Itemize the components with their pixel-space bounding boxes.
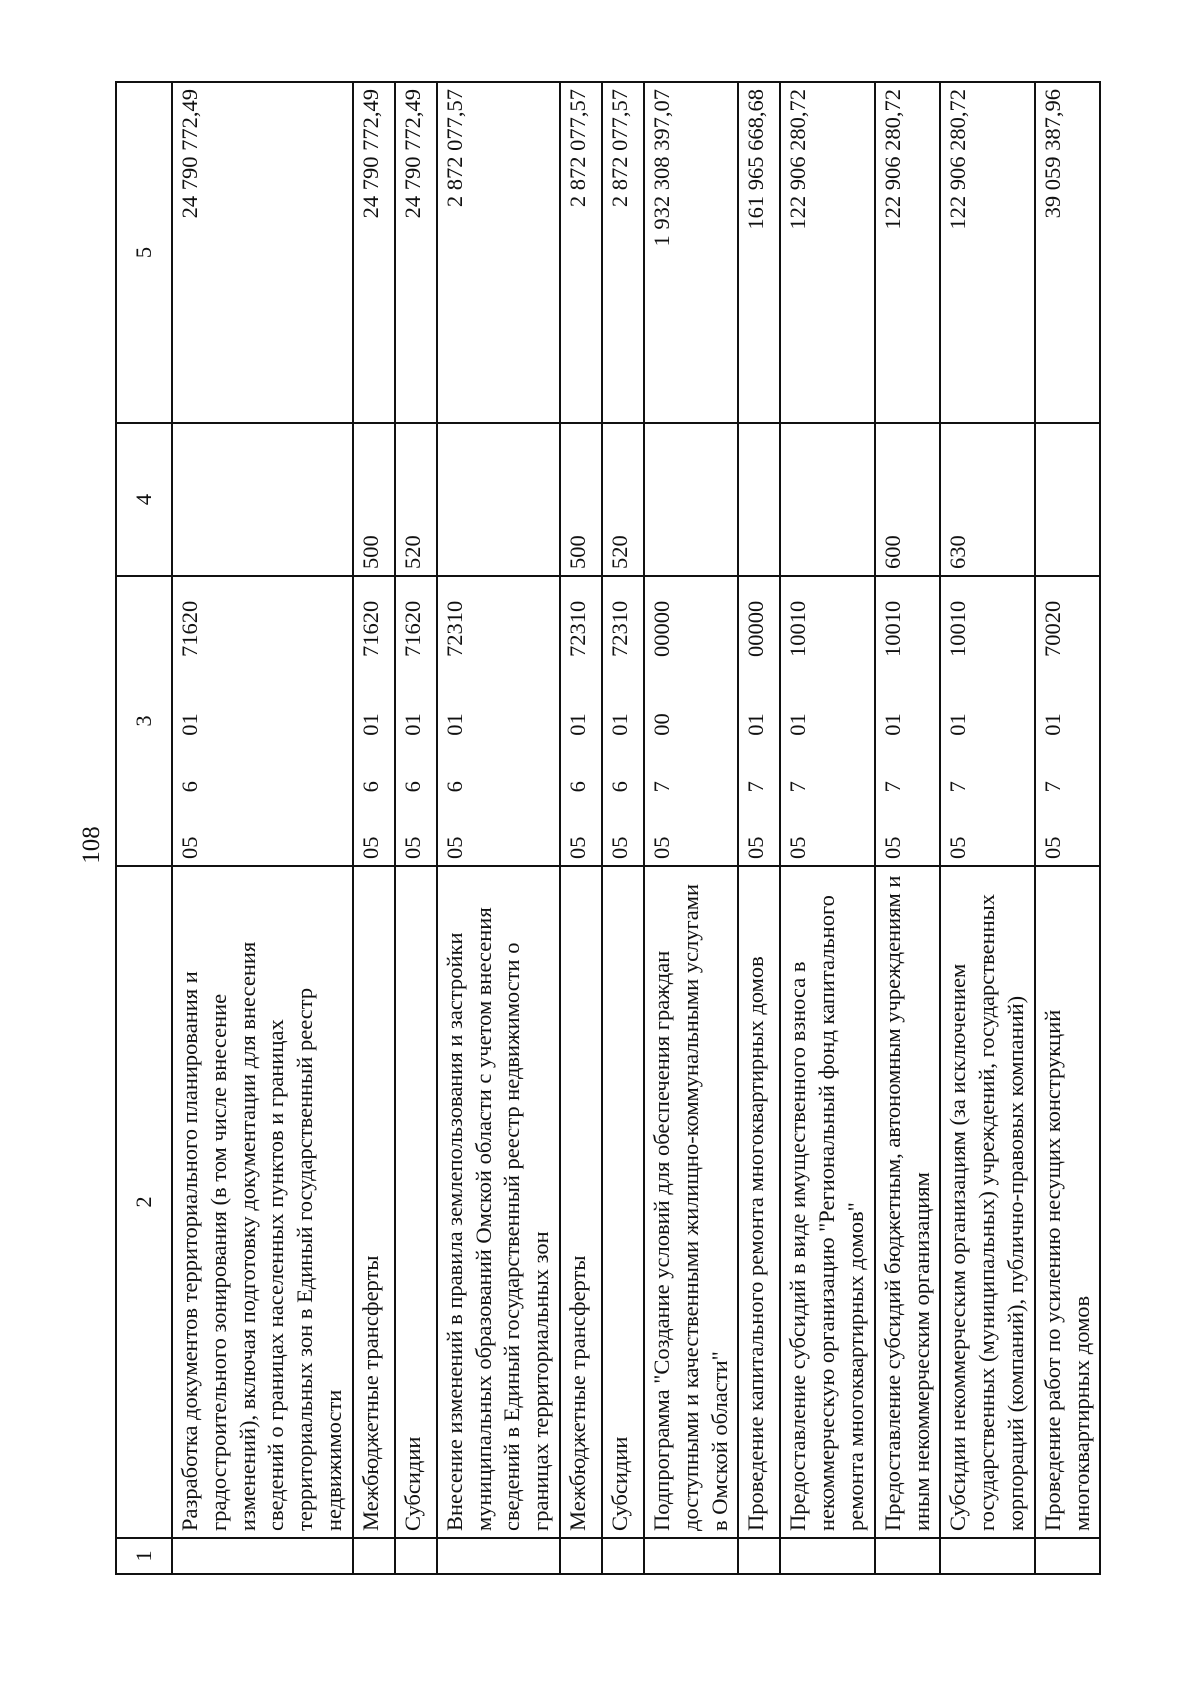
column-header: 4 — [116, 423, 172, 576]
row-code — [395, 576, 437, 866]
row-code — [780, 576, 874, 866]
row-code — [940, 576, 1034, 866]
code-segment: 01 — [564, 713, 590, 736]
row-number-cell — [353, 1538, 395, 1574]
row-amount: 1 932 308 397,07 — [644, 82, 738, 423]
row-code — [560, 576, 602, 866]
code-segment: 05 — [945, 836, 971, 859]
row-number-cell — [395, 1538, 437, 1574]
table-row — [940, 82, 1034, 1574]
row-description: Подпрограмма "Создание условий для обеспечения граждан доступными и качественными жилищно-коммунальными услугами в Омской области" — [644, 866, 738, 1538]
budget-table — [115, 81, 1101, 1575]
code-segment: 72310 — [606, 600, 632, 658]
row-description: Проведение капитального ремонта многоквартирных домов — [738, 866, 780, 1538]
column-header: 5 — [116, 82, 172, 423]
row-description: Субсидии некоммерческим организациям (за исключением государственных (муниципальных) учреждений, государственных корпораций (компаний), публично-правовых компаний) — [940, 866, 1034, 1538]
row-description: Субсидии — [602, 866, 644, 1538]
row-number-cell — [172, 1538, 353, 1574]
row-expense-type: 520 — [602, 423, 644, 576]
row-expense-type: 600 — [875, 423, 941, 576]
code-segment: 71620 — [357, 600, 383, 658]
row-code — [1035, 576, 1101, 866]
code-segment: 05 — [357, 836, 383, 859]
row-expense-type: 520 — [395, 423, 437, 576]
code-segment: 71620 — [177, 600, 202, 658]
row-expense-type: 500 — [353, 423, 395, 576]
row-description: Предоставление субсидий в виде имущественного взноса в некоммерческую организацию "Региональный фонд капитального ремонта многоквартирных домов" — [780, 866, 874, 1538]
code-segment: 7 — [879, 781, 905, 793]
code-segment: 00000 — [648, 600, 674, 658]
table-row — [780, 82, 874, 1574]
row-number-cell — [437, 1538, 560, 1574]
code-segment: 72310 — [441, 600, 467, 658]
table-row — [602, 82, 644, 1574]
code-segment: 10010 — [945, 600, 971, 658]
code-segment: 01 — [879, 713, 905, 736]
code-segment: 05 — [879, 836, 905, 859]
row-expense-type: 630 — [940, 423, 1034, 576]
code-segments — [648, 583, 677, 859]
code-segment: 6 — [399, 781, 425, 793]
code-segment: 01 — [399, 713, 425, 736]
code-segment: 05 — [785, 836, 811, 859]
code-segment: 05 — [564, 836, 590, 859]
row-expense-type — [437, 423, 560, 576]
code-segment: 05 — [606, 836, 632, 859]
table-row — [437, 82, 560, 1574]
row-amount: 2 872 077,57 — [602, 82, 644, 423]
row-amount: 122 906 280,72 — [940, 82, 1034, 423]
code-segment: 6 — [564, 781, 590, 793]
code-segment: 01 — [1039, 713, 1065, 736]
code-segment: 00000 — [743, 600, 769, 658]
code-segment: 01 — [606, 713, 632, 736]
row-number-cell — [875, 1538, 941, 1574]
row-number-cell — [940, 1538, 1034, 1574]
code-segment: 6 — [441, 781, 467, 793]
row-amount: 2 872 077,57 — [560, 82, 602, 423]
code-segment: 7 — [785, 781, 811, 793]
table-row — [172, 82, 353, 1574]
code-segment: 7 — [945, 781, 971, 793]
code-segment: 6 — [177, 781, 202, 793]
code-segment: 7 — [1039, 781, 1065, 793]
row-description: Межбюджетные трансферты — [560, 866, 602, 1538]
code-segment: 70020 — [1039, 600, 1065, 658]
row-description: Межбюджетные трансферты — [353, 866, 395, 1538]
row-expense-type: 500 — [560, 423, 602, 576]
code-segments — [606, 583, 635, 859]
row-description: Разработка документов территориального планирования и градостроительного зонирования (в том числе внесение изменений), включая подготовку документации для внесения сведений о границах населенных пунктов и границах территориальных зон в Единый государственный реестр недвижимости — [172, 866, 353, 1538]
code-segment: 01 — [743, 713, 769, 736]
row-code — [875, 576, 941, 866]
code-segments — [441, 583, 470, 859]
code-segment: 05 — [648, 836, 674, 859]
row-code — [738, 576, 780, 866]
row-code — [172, 576, 353, 866]
code-segments — [879, 583, 908, 859]
row-amount: 24 790 772,49 — [395, 82, 437, 423]
code-segment: 71620 — [399, 600, 425, 658]
code-segments — [176, 583, 205, 859]
code-segment: 72310 — [564, 600, 590, 658]
row-expense-type — [780, 423, 874, 576]
row-amount: 2 872 077,57 — [437, 82, 560, 423]
table-header-row — [116, 82, 172, 1574]
code-segment: 01 — [357, 713, 383, 736]
column-header: 3 — [116, 576, 172, 866]
table-row — [560, 82, 602, 1574]
row-description: Субсидии — [395, 866, 437, 1538]
row-number-cell — [780, 1538, 874, 1574]
code-segment: 05 — [177, 836, 202, 859]
code-segment: 01 — [945, 713, 971, 736]
code-segment: 01 — [785, 713, 811, 736]
code-segments — [564, 583, 593, 859]
code-segment: 01 — [177, 713, 202, 736]
code-segment: 6 — [606, 781, 632, 793]
code-segment: 01 — [441, 713, 467, 736]
row-code — [437, 576, 560, 866]
row-number-cell — [560, 1538, 602, 1574]
page-number: 108 — [78, 826, 105, 864]
code-segment: 05 — [1039, 836, 1065, 859]
column-header: 2 — [116, 866, 172, 1538]
code-segment: 10010 — [879, 600, 905, 658]
code-segments — [742, 583, 771, 859]
row-amount: 24 790 772,49 — [353, 82, 395, 423]
row-description: Предоставление субсидий бюджетным, автономным учреждениям и иным некоммерческим организациям — [875, 866, 941, 1538]
code-segment: 7 — [743, 781, 769, 793]
row-amount: 161 965 668,68 — [738, 82, 780, 423]
code-segment: 6 — [357, 781, 383, 793]
code-segment: 10010 — [785, 600, 811, 658]
code-segments — [944, 583, 973, 859]
row-amount: 39 059 387,96 — [1035, 82, 1101, 423]
code-segment: 05 — [441, 836, 467, 859]
row-number-cell — [644, 1538, 738, 1574]
code-segment: 00 — [648, 713, 674, 736]
row-amount: 24 790 772,49 — [172, 82, 353, 423]
code-segments — [1039, 583, 1068, 859]
table-row — [644, 82, 738, 1574]
column-header: 1 — [116, 1538, 172, 1574]
code-segments — [784, 583, 813, 859]
row-expense-type — [738, 423, 780, 576]
row-number-cell — [1035, 1538, 1101, 1574]
row-amount: 122 906 280,72 — [780, 82, 874, 423]
code-segments — [399, 583, 428, 859]
row-description: Внесение изменений в правила землепользования и застройки муниципальных образований Омской области с учетом внесения сведений в Единый государственный реестр недвижимости о границах территориальных зон — [437, 866, 560, 1538]
row-number-cell — [602, 1538, 644, 1574]
code-segment: 05 — [399, 836, 425, 859]
table-row — [1035, 82, 1101, 1574]
code-segments — [357, 583, 386, 859]
code-segment: 05 — [743, 836, 769, 859]
row-expense-type — [1035, 423, 1101, 576]
table-row — [875, 82, 941, 1574]
row-expense-type — [172, 423, 353, 576]
row-description: Проведение работ по усилению несущих конструкций многоквартирных домов — [1035, 866, 1101, 1538]
code-segment: 7 — [648, 781, 674, 793]
row-code — [353, 576, 395, 866]
table-row — [738, 82, 780, 1574]
table-row — [353, 82, 395, 1574]
row-code — [644, 576, 738, 866]
row-amount: 122 906 280,72 — [875, 82, 941, 423]
row-number-cell — [738, 1538, 780, 1574]
row-code — [602, 576, 644, 866]
row-expense-type — [644, 423, 738, 576]
table-row — [395, 82, 437, 1574]
